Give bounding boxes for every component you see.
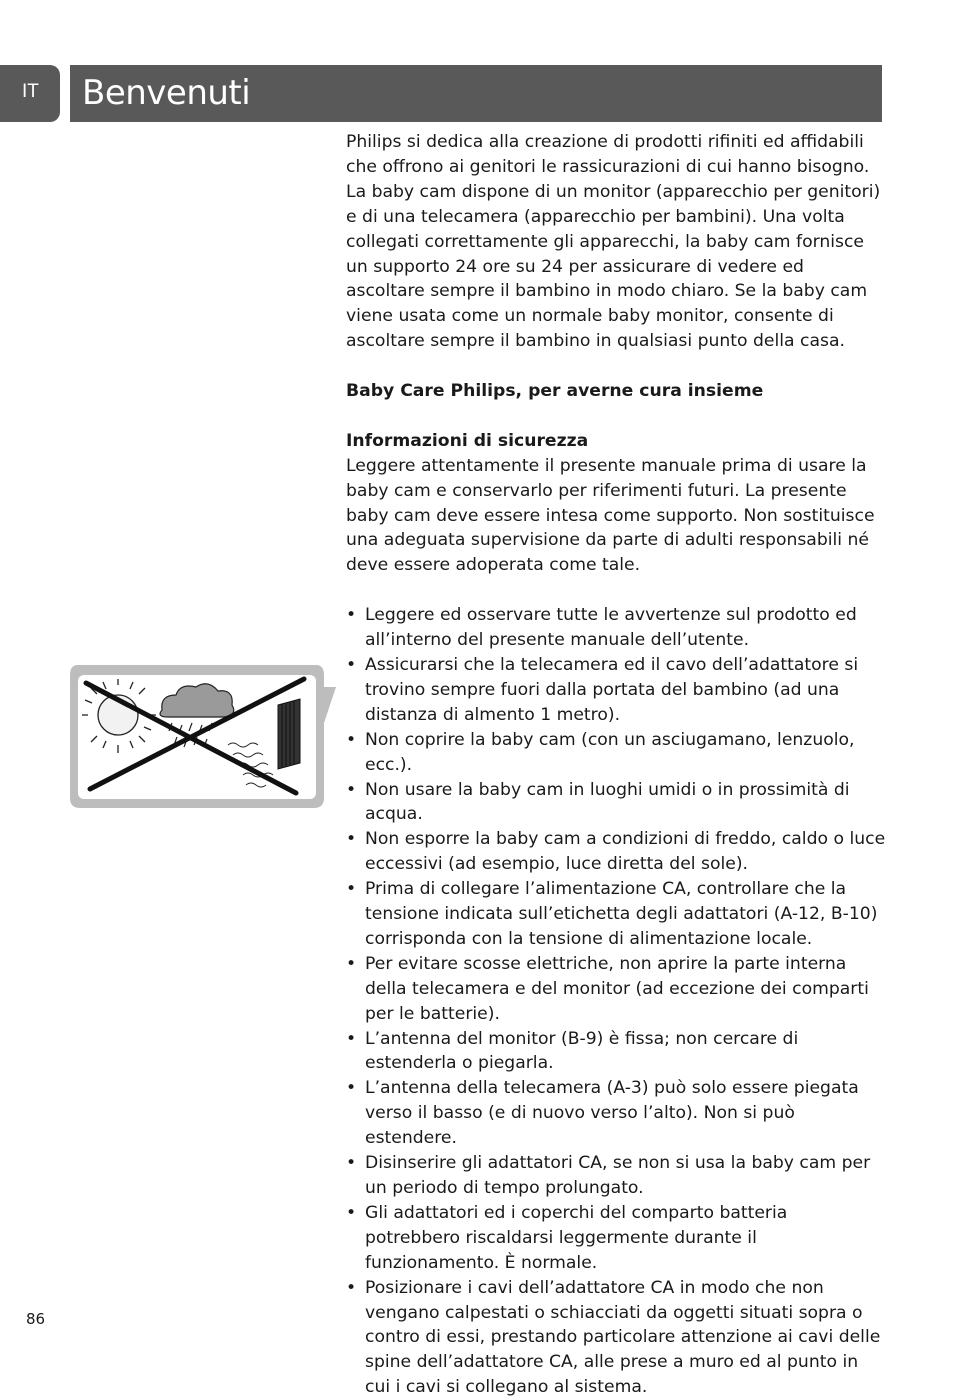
list-item [346, 1027, 886, 1077]
list-item-text: L’antenna della telecamera (A-3) può solo essere piegata verso il basso (e di nuovo verso l’alto). Non si può estendere. [365, 1078, 859, 1149]
list-item-text: Posizionare i cavi dell’adattatore CA in modo che non vengano calpestati o schiacciati da oggetti situati sopra o contro di essi, prestando particolare attenzione ai cavi delle spine dell’adattatore CA, alle prese a muro ed al punto in cui i cavi si collegano al sistema. [365, 1277, 881, 1398]
bullet-icon: • [346, 953, 357, 974]
bullet-icon: • [346, 1078, 357, 1099]
safety-heading: Informazioni di sicurezza [346, 430, 589, 451]
safety-bullet-list [346, 603, 886, 1400]
list-item [346, 603, 886, 653]
page-title: Benvenuti [82, 73, 251, 113]
bullet-icon: • [346, 605, 357, 626]
main-content [346, 130, 886, 1400]
list-item [346, 778, 886, 828]
intro-paragraph-2: La baby cam dispone di un monitor (apparecchio per genitori) e di una telecamera (apparecchio per bambini). Una volta collegati correttamente gli apparecchi, la baby cam fornisce un supporto 24 ore su 24 per assicurare di vedere ed ascoltare sempre il bambino in modo chiaro. Se la baby cam viene usata come un normale baby monitor, consente di ascoltare sempre il bambino in qualsiasi punto della casa. [346, 181, 881, 352]
bullet-icon: • [346, 879, 357, 900]
list-item-text: Per evitare scosse elettriche, non aprire la parte interna della telecamera e del monitor (ad eccezione dei comparti per le batterie). [365, 953, 869, 1024]
list-item-text: Non coprire la baby cam (con un asciugamano, lenzuolo, ecc.). [365, 729, 855, 775]
bullet-icon: • [346, 1277, 357, 1298]
bullet-icon: • [346, 729, 357, 750]
list-item [346, 827, 886, 877]
language-label: IT [22, 81, 39, 102]
bullet-icon: • [346, 1153, 357, 1174]
list-item [346, 1076, 886, 1151]
list-item [346, 952, 886, 1027]
bullet-icon: • [346, 1028, 357, 1049]
intro-paragraph-1: Philips si dedica alla creazione di prodotti rifiniti ed affidabili che offrono ai genitori le rassicurazioni di cui hanno bisogno. [346, 132, 870, 177]
title-bar [70, 65, 882, 122]
list-item-text: Gli adattatori ed i coperchi del comparto batteria potrebbero riscaldarsi leggermente durante il funzionamento. È normale. [365, 1202, 788, 1273]
warning-illustration [68, 665, 336, 810]
safety-paragraph: Leggere attentamente il presente manuale prima di usare la baby cam e conservarlo per riferimenti futuri. La presente baby cam deve essere intesa come supporto. Non sostituisce una adeguata supervisione da parte di adulti responsabili né deve essere adoperata come tale. [346, 455, 875, 576]
list-item-text: Disinserire gli adattatori CA, se non si usa la baby cam per un periodo di tempo prolungato. [365, 1153, 871, 1199]
bullet-icon: • [346, 829, 357, 850]
radiator-icon [278, 699, 300, 769]
page-number: 86 [26, 1310, 46, 1328]
bullet-icon: • [346, 779, 357, 800]
slogan-heading: Baby Care Philips, per averne cura insieme [346, 381, 764, 402]
list-item-text: Leggere ed osservare tutte le avvertenze sul prodotto ed all’interno del presente manuale dell’utente. [365, 605, 857, 651]
language-tab [0, 65, 60, 122]
list-item-text: Prima di collegare l’alimentazione CA, controllare che la tensione indicata sull’etichetta degli adattatori (A-12, B-10) corrisponda con la tensione di alimentazione locale. [365, 879, 878, 949]
list-item-text: Assicurarsi che la telecamera ed il cavo dell’adattatore si trovino sempre fuori dalla portata del bambino (ad una distanza di almento 1 metro). [365, 654, 859, 725]
list-item [346, 1276, 886, 1400]
bullet-icon: • [346, 1202, 357, 1223]
list-item-text: Non usare la baby cam in luoghi umidi o in prossimità di acqua. [365, 779, 850, 825]
list-item [346, 1201, 886, 1276]
list-item [346, 877, 886, 952]
list-item [346, 653, 886, 728]
list-item-text: Non esporre la baby cam a condizioni di freddo, caldo o luce eccessivi (ad esempio, luce diretta del sole). [365, 829, 886, 875]
list-item-text: L’antenna del monitor (B-9) è fissa; non cercare di estenderla o piegarla. [365, 1028, 799, 1074]
list-item [346, 728, 886, 778]
list-item [346, 1151, 886, 1201]
bullet-icon: • [346, 654, 357, 675]
